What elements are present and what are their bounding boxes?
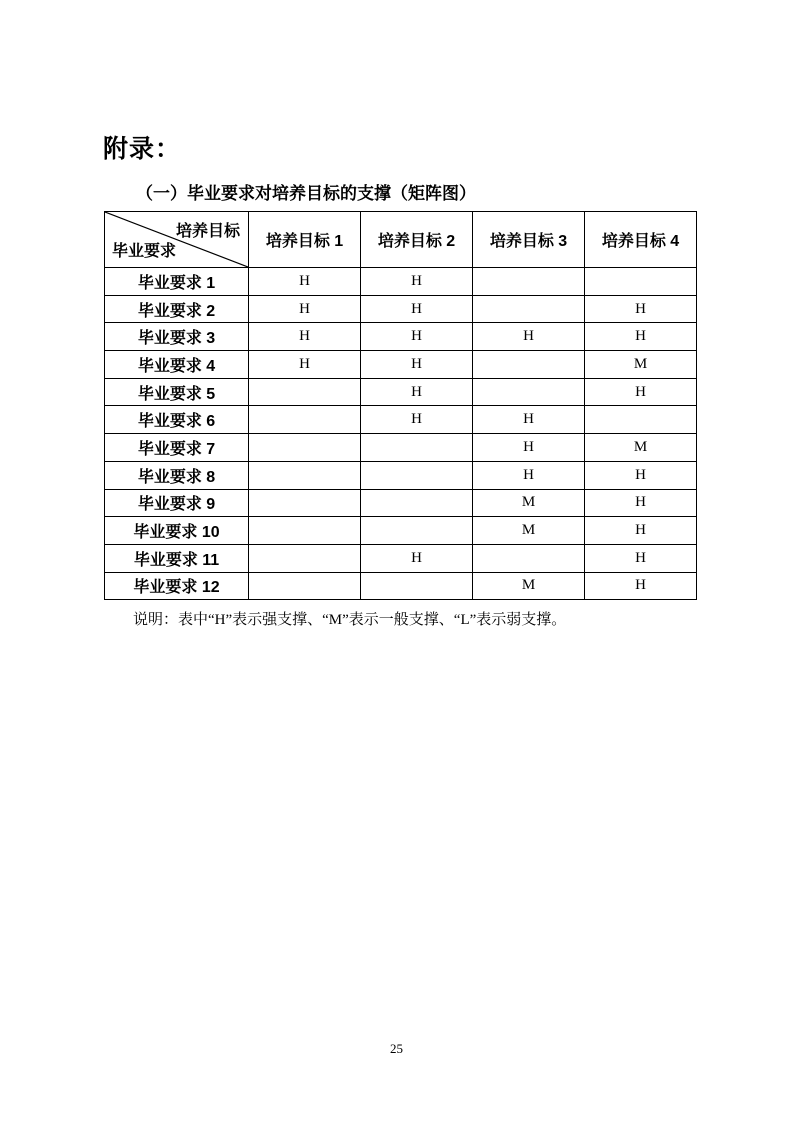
table-row	[105, 295, 697, 323]
matrix-cell: H	[361, 323, 473, 351]
matrix-cell	[249, 544, 361, 572]
matrix-cell	[361, 434, 473, 462]
table-row	[105, 351, 697, 379]
matrix-cell: H	[473, 434, 585, 462]
table-row	[105, 461, 697, 489]
corner-label-requirements: 毕业要求	[112, 243, 177, 260]
table-row	[105, 544, 697, 572]
matrix-cell	[249, 461, 361, 489]
matrix-cell	[361, 517, 473, 545]
column-header-objective-1: 培养目标 1	[249, 212, 361, 268]
matrix-cell	[473, 268, 585, 296]
matrix-cell: H	[249, 323, 361, 351]
matrix-cell	[361, 461, 473, 489]
matrix-cell	[249, 378, 361, 406]
matrix-cell: H	[473, 406, 585, 434]
table-row	[105, 517, 697, 545]
support-matrix-table	[104, 211, 697, 600]
matrix-cell: H	[585, 323, 697, 351]
matrix-cell: H	[585, 489, 697, 517]
matrix-cell: H	[585, 517, 697, 545]
matrix-cell: H	[585, 378, 697, 406]
matrix-cell: H	[585, 544, 697, 572]
table-row	[105, 434, 697, 462]
matrix-cell	[249, 572, 361, 600]
row-header: 毕业要求 6	[105, 406, 249, 434]
row-header: 毕业要求 7	[105, 434, 249, 462]
row-header: 毕业要求 4	[105, 351, 249, 379]
matrix-cell: H	[249, 351, 361, 379]
matrix-cell: H	[361, 268, 473, 296]
column-header-objective-2: 培养目标 2	[361, 212, 473, 268]
row-header: 毕业要求 9	[105, 489, 249, 517]
section-title: （一）毕业要求对培养目标的支撑（矩阵图）	[136, 184, 476, 203]
column-header-objective-3: 培养目标 3	[473, 212, 585, 268]
matrix-cell	[249, 489, 361, 517]
corner-cell	[105, 212, 249, 268]
matrix-cell: H	[361, 351, 473, 379]
matrix-cell: H	[473, 323, 585, 351]
table-row	[105, 489, 697, 517]
matrix-cell: H	[249, 268, 361, 296]
matrix-cell: H	[473, 461, 585, 489]
row-header: 毕业要求 1	[105, 268, 249, 296]
matrix-cell	[473, 378, 585, 406]
matrix-cell: H	[361, 295, 473, 323]
matrix-cell: H	[361, 378, 473, 406]
matrix-cell: H	[249, 295, 361, 323]
legend-note: 说明：表中“H”表示强支撑、“M”表示一般支撑、“L”表示弱支撑。	[133, 612, 567, 628]
table-row	[105, 323, 697, 351]
matrix-cell	[585, 406, 697, 434]
matrix-cell	[585, 268, 697, 296]
matrix-cell	[361, 572, 473, 600]
matrix-cell: H	[585, 461, 697, 489]
matrix-cell	[249, 517, 361, 545]
page-number: 25	[390, 1041, 403, 1056]
table-row	[105, 378, 697, 406]
matrix-cell	[361, 489, 473, 517]
matrix-cell: M	[473, 572, 585, 600]
corner-label-objectives: 培养目标	[175, 223, 240, 240]
appendix-heading: 附录：	[103, 135, 182, 163]
column-header-objective-4: 培养目标 4	[585, 212, 697, 268]
matrix-cell: M	[585, 434, 697, 462]
matrix-cell: H	[585, 295, 697, 323]
row-header: 毕业要求 11	[105, 544, 249, 572]
table-row	[105, 268, 697, 296]
matrix-cell	[473, 295, 585, 323]
row-header: 毕业要求 10	[105, 517, 249, 545]
row-header: 毕业要求 12	[105, 572, 249, 600]
table-row	[105, 406, 697, 434]
row-header: 毕业要求 2	[105, 295, 249, 323]
matrix-cell: H	[585, 572, 697, 600]
matrix-cell	[473, 351, 585, 379]
matrix-cell: H	[361, 544, 473, 572]
header-row	[105, 212, 697, 268]
row-header: 毕业要求 3	[105, 323, 249, 351]
matrix-cell: M	[473, 489, 585, 517]
matrix-cell	[249, 406, 361, 434]
matrix-cell: H	[361, 406, 473, 434]
row-header: 毕业要求 5	[105, 378, 249, 406]
table-row	[105, 572, 697, 600]
matrix-cell	[473, 544, 585, 572]
matrix-cell: M	[473, 517, 585, 545]
matrix-cell	[249, 434, 361, 462]
row-header: 毕业要求 8	[105, 461, 249, 489]
matrix-cell: M	[585, 351, 697, 379]
